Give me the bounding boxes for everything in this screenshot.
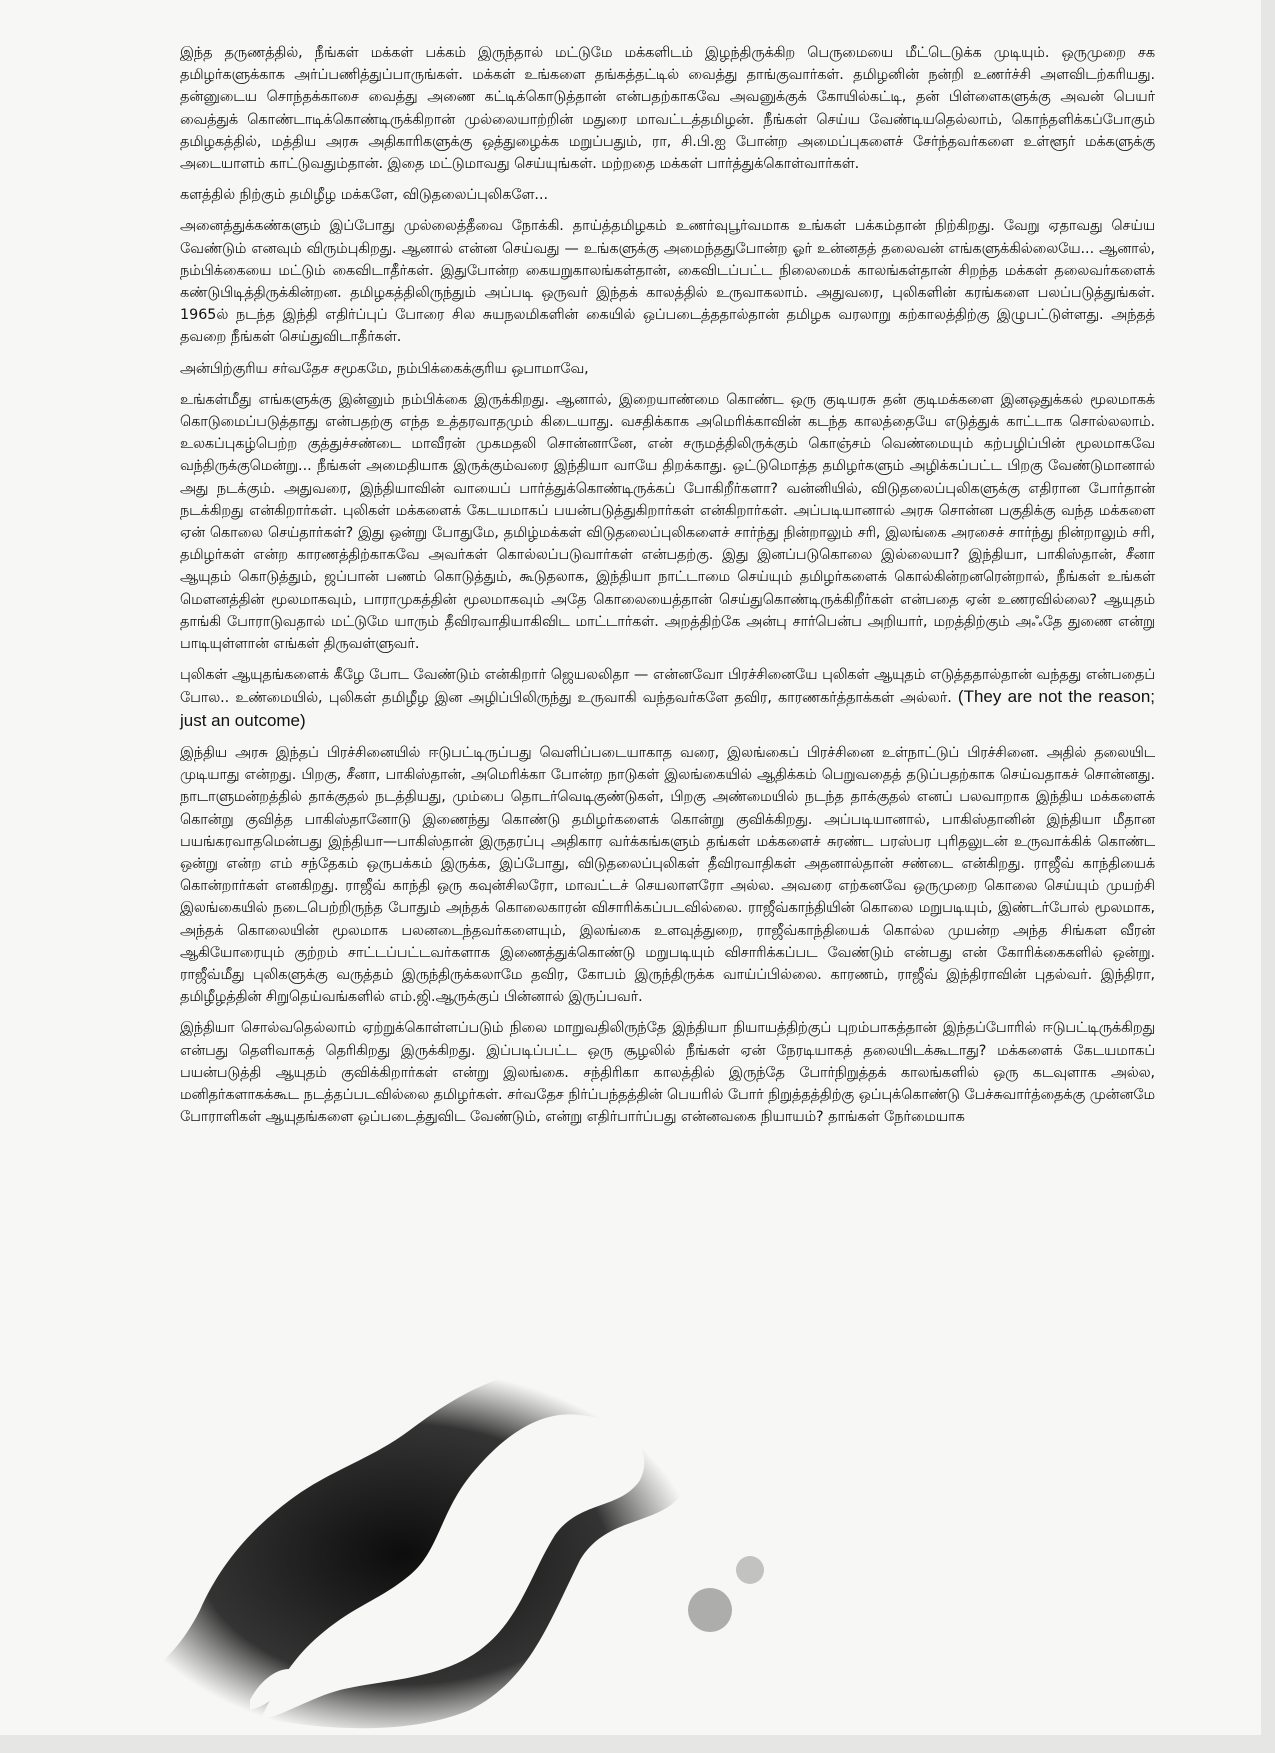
paragraph-8: இந்தியா சொல்வதெல்லாம் ஏற்றுக்கொள்ளப்படும் நிலை மாறுவதிலிருந்தே இந்தியா நியாயத்திற்குப் புறம்பாகத்தான் இந்தப்போரில் ஈடுபட்டிருக்கிறது என்பது தெளிவாகத் தெரிகிறது இருக்கிறது. இப்படிப்பட்ட ஒரு சூழலில் நீங்கள் ஏன் நேரடியாகத் தலையிடக்கூடாது? மக்களைக் கேடயமாகப் பயன்படுத்தி ஆயுதம் குவிக்கிறார்கள் என்று இலங்கை. சந்திரிகா காலத்தில் இருந்தே போர்நிறுத்தக் காலங்களில் ஒரு கடவுளாக அல்ல, மனிதர்களாகக்கூட நடத்தப்படவில்லை தமிழர்கள். சர்வதேச நிர்ப்பந்தத்தின் பெயரில் போர் நிறுத்தத்திற்கு ஒப்புக்கொண்டு பேச்சுவார்த்தைக்கு முன்னமே போராளிகள் ஆயுதங்களை ஒப்படைத்துவிட வேண்டும், என்று எதிர்பார்ப்பது என்னவகை நியாயம்? தாங்கள் நேர்மையாக [180, 1020, 1155, 1126]
paragraph-1: இந்த தருணத்தில், நீங்கள் மக்கள் பக்கம் இருந்தால் மட்டுமே மக்களிடம் இழந்திருக்கிற பெருமையை மீட்டெடுக்க முடியும். ஒருமுறை சக தமிழர்களுக்காக அர்ப்பணித்துப்பாருங்கள். மக்கள் உங்களை தங்கத்தட்டில் வைத்து தாங்குவார்கள். தமிழனின் நன்றி உணர்ச்சி அளவிடற்கரியது. தன்னுடைய சொந்தக்காசை வைத்து அணை கட்டிக்கொடுத்தான் என்பதற்காகவே அவனுக்குக் கோயில்கட்டி, தன் பிள்ளைகளுக்கு அவன் பெயர் வைத்துக் கொண்டாடிக்கொண்டிருக்கிறான் முல்லையாற்றின் மதுரை மாவட்டத்தமிழன். நீங்கள் செய்ய வேண்டியதெல்லாம், கொந்தளிக்கப்போகும் தமிழகத்தில், மத்திய அரசு அதிகாரிகளுக்கு ஒத்துழைக்க மறுப்பதும், ரா, சி.பி.ஐ போன்ற அமைப்புகளைச் சேர்ந்தவர்களை உள்ளூர் மக்களுக்கு அடையாளம் காட்டுவதும்தான். இதை மட்டுமாவது செய்யுங்கள். மற்றதை மக்கள் பார்த்துக்கொள்வார்கள். [180, 45, 1155, 173]
paragraph-6-tamil: புலிகள் ஆயுதங்களைக் கீழே போட வேண்டும் என்கிறார் ஜெயலலிதா — என்னவோ பிரச்சினையே புலிகள் ஆயுதம் எடுத்ததால்தான் வந்தது என்பதைப் போல.. உண்மையில், புலிகள் தமிழீழ இன அழிப்பிலிருந்து உருவாகி வந்தவர்களே தவிர, காரணகர்த்தாக்கள் அல்லர். [180, 667, 1156, 707]
paragraph-6 [180, 664, 1155, 733]
article-body [180, 42, 1155, 1137]
ink-stain [110, 1360, 810, 1740]
scan-edge-right [1261, 0, 1275, 1753]
paragraph-7: இந்திய அரசு இந்தப் பிரச்சினையில் ஈடுபட்டிருப்பது வெளிப்படையாகாத வரை, இலங்கைப் பிரச்சினை உள்நாட்டுப் பிரச்சினை. அதில் தலையிட முடியாது என்றது. பிறகு, சீனா, பாகிஸ்தான், அமெரிக்கா போன்ற நாடுகள் இலங்கையில் ஆதிக்கம் பெறுவதைத் தடுப்பதற்காக செய்வதாகச் சொன்னது. நாடாளுமன்றத்தில் தாக்குதல் நடத்தியது, மும்பை தொடர்வெடிகுண்டுகள், பிறகு அண்மையில் நடந்த தாக்குதல் எனப் பலவாறாக இந்திய மக்களைக் கொன்று குவித்த பாகிஸ்தானோடு இணைந்து கொண்டு தமிழர்களைக் கொன்று குவிக்கிறது. அப்படியானால், பாகிஸ்தானின் இந்தியா மீதான பயங்கரவாதமென்பது இந்தியா—பாகிஸ்தான் இருதரப்பு அதிகார வர்க்கங்களும் தங்கள் மக்களைச் சுரண்ட பரஸ்பர புரிதலுடன் உருவாக்கிக் கொண்ட ஒன்று என்ற எம் சந்தேகம் ஒருபக்கம் இருக்க, இப்போது, விடுதலைப்புலிகள் தீவிரவாதிகள் அதனால்தான் சண்டை என்கிறது. ராஜீவ் காந்தியைக் கொன்றார்கள் எனகிறது. ராஜீவ் காந்தி ஒரு கவுன்சிலரோ, மாவட்டச் செயலாளரோ அல்ல. அவரை எற்கனவே ஒருமுறை கொலை செய்யும் முயற்சி இலங்கையில் நடைபெற்றிருந்த போதும் அந்தக் கொலைகாரன் விசாரிக்கப்படவில்லை. ராஜீவ்காந்தியின் கொலை மறுபடியும், இண்டர்போல் மூலமாக, அந்தக் கொலையின் மூலமாக பலனடைந்தவர்களையும், இலங்கை உளவுத்துறை, ராஜீவ்காந்தியைக் கொல்ல முயன்ற அந்த சிங்கள வீரன் ஆகியோரையும் குற்றம் சாட்டப்பட்டவர்களாக இணைத்துக்கொண்டு மறுபடியும் விசாரிக்கப்பட வேண்டும் என்பது என் கோரிக்கைகளில் ஒன்று. ராஜீவ்மீது புலிகளுக்கு வருத்தம் இருந்திருக்கலாமே தவிர, கோபம் இருந்திருக்க வாய்ப்பில்லை. காரணம், ராஜீவ் இந்திராவின் புதல்வர். இந்திரா, தமிழீழத்தின் சிறுதெய்வங்களில் எம்.ஜி.ஆருக்குப் பின்னால் இருப்பவர். [180, 744, 1155, 1006]
paragraph-5: உங்கள்மீது எங்களுக்கு இன்னும் நம்பிக்கை இருக்கிறது. ஆனால், இறையாண்மை கொண்ட ஒரு குடியரசு தன் குடிமக்களை இனஒதுக்கல் மூலமாகக் கொடுமைப்படுத்தாது என்பதற்கு எந்த உத்தரவாதமும் கிடையாது. வசதிக்காக அமெரிக்காவின் கடந்த காலத்தையே எடுத்துக் காட்டாக சொல்லலாம். உலகப்புகழ்பெற்ற குத்துச்சண்டை மாவீரன் முகமதலி சொன்னானே, என் சருமத்திலிருக்கும் கொஞ்சம் வெண்மையும் கற்பழிப்பின் மூலமாகவே வந்திருக்குமென்று... நீங்கள் அமைதியாக இருக்கும்வரை இந்தியா வாயே திறக்காது. ஒட்டுமொத்த தமிழர்களும் அழிக்கப்பட்ட பிறகு வேண்டுமானால் அது நடக்கும். அதுவரை, இந்தியாவின் வாயைப் பார்த்துக்கொண்டிருக்கப் போகிறீர்களா? வன்னியில், விடுதலைப்புலிகளுக்கு எதிரான போர்தான் நடக்கிறது என்கிறார்கள். புலிகள் மக்களைக் கேடயமாகப் பயன்படுத்துகிறார்கள் என்கிறார்கள். அப்படியானால் அரசு சொன்ன பகுதிக்கு வந்த மக்களை ஏன் கொலை செய்தார்கள்? இது ஒன்று போதுமே, தமிழ்மக்கள் விடுதலைப்புலிகளைச் சார்ந்து நின்றாலும் சரி, இலங்கை அரசைச் சார்ந்து நின்றாலும் சரி, தமிழர்கள் என்ற காரணத்திற்காகவே அவர்கள் கொல்லப்படுவார்கள் என்பதற்கு. இது இனப்படுகொலை இல்லையா? இந்தியா, பாகிஸ்தான், சீனா ஆயுதம் கொடுத்தும், ஜப்பான் பணம் கொடுத்தும், கூடுதலாக, இந்தியா நாட்டாமை செய்யும் தமிழர்களைக் கொல்கின்றனரென்றால், நீங்கள் உங்கள் மௌனத்தின் மூலமாகவும், பாராமுகத்தின் மூலமாகவும் அதே கொலையைத்தான் செய்துகொண்டிருக்கிறீர்கள் என்பதை ஏன் உணரவில்லை? ஆயுதம் தாங்கி போராடுவதால் மட்டுமே யாரும் தீவிரவாதியாகிவிட மாட்டார்கள். அறத்திற்கே அன்பு சார்பென்ப அறியார், மறத்திற்கும் அஃதே துணை என்று பாடியுள்ளான் எங்கள் திருவள்ளுவர். [180, 391, 1155, 653]
paragraph-3: அனைத்துக்கண்களும் இப்போது முல்லைத்தீவை நோக்கி. தாய்த்தமிழகம் உணர்வுபூர்வமாக உங்கள் பக்கம்தான் நிற்கிறது. வேறு ஏதாவது செய்ய வேண்டும் எனவும் விரும்புகிறது. ஆனால் என்ன செய்வது — உங்களுக்கு அமைந்ததுபோன்ற ஓர் உன்னதத் தலைவன் எங்களுக்கில்லையே... ஆனால், நம்பிக்கையை மட்டும் கைவிடாதீர்கள். இதுபோன்ற கையறுகாலங்கள்தான், கைவிடப்பட்ட நிலைமைக் காலங்கள்தான் சிறந்த மக்கள் தலைவர்களைக் கண்டுபிடித்திருக்கின்றன. தமிழகத்திலிருந்தும் அப்படி ஒருவர் இந்தக் காலத்தில் உருவாகலாம். அதுவரை, புலிகளின் கரங்களை பலப்படுத்துங்கள். 1965ல் நடந்த இந்தி எதிர்ப்புப் போரை சில சுயநலமிகளின் கையில் ஒப்படைத்ததால்தான் தமிழக வரலாறு கற்காலத்திற்கு இழுபட்டுள்ளது. அந்தத் தவறை நீங்கள் செய்துவிடாதீர்கள். [180, 218, 1155, 346]
paragraph-4-address-international: அன்பிற்குரிய சர்வதேச சமூகமே, நம்பிக்கைக்குரிய ஒபாமாவே, [180, 360, 589, 377]
paragraph-2-address-eelam: களத்தில் நிற்கும் தமிழீழ மக்களே, விடுதலைப்புலிகளே... [180, 187, 549, 204]
english-quote: (They are not the reason; just an outcome) [180, 687, 1156, 730]
scan-edge-bottom [0, 1735, 1275, 1753]
